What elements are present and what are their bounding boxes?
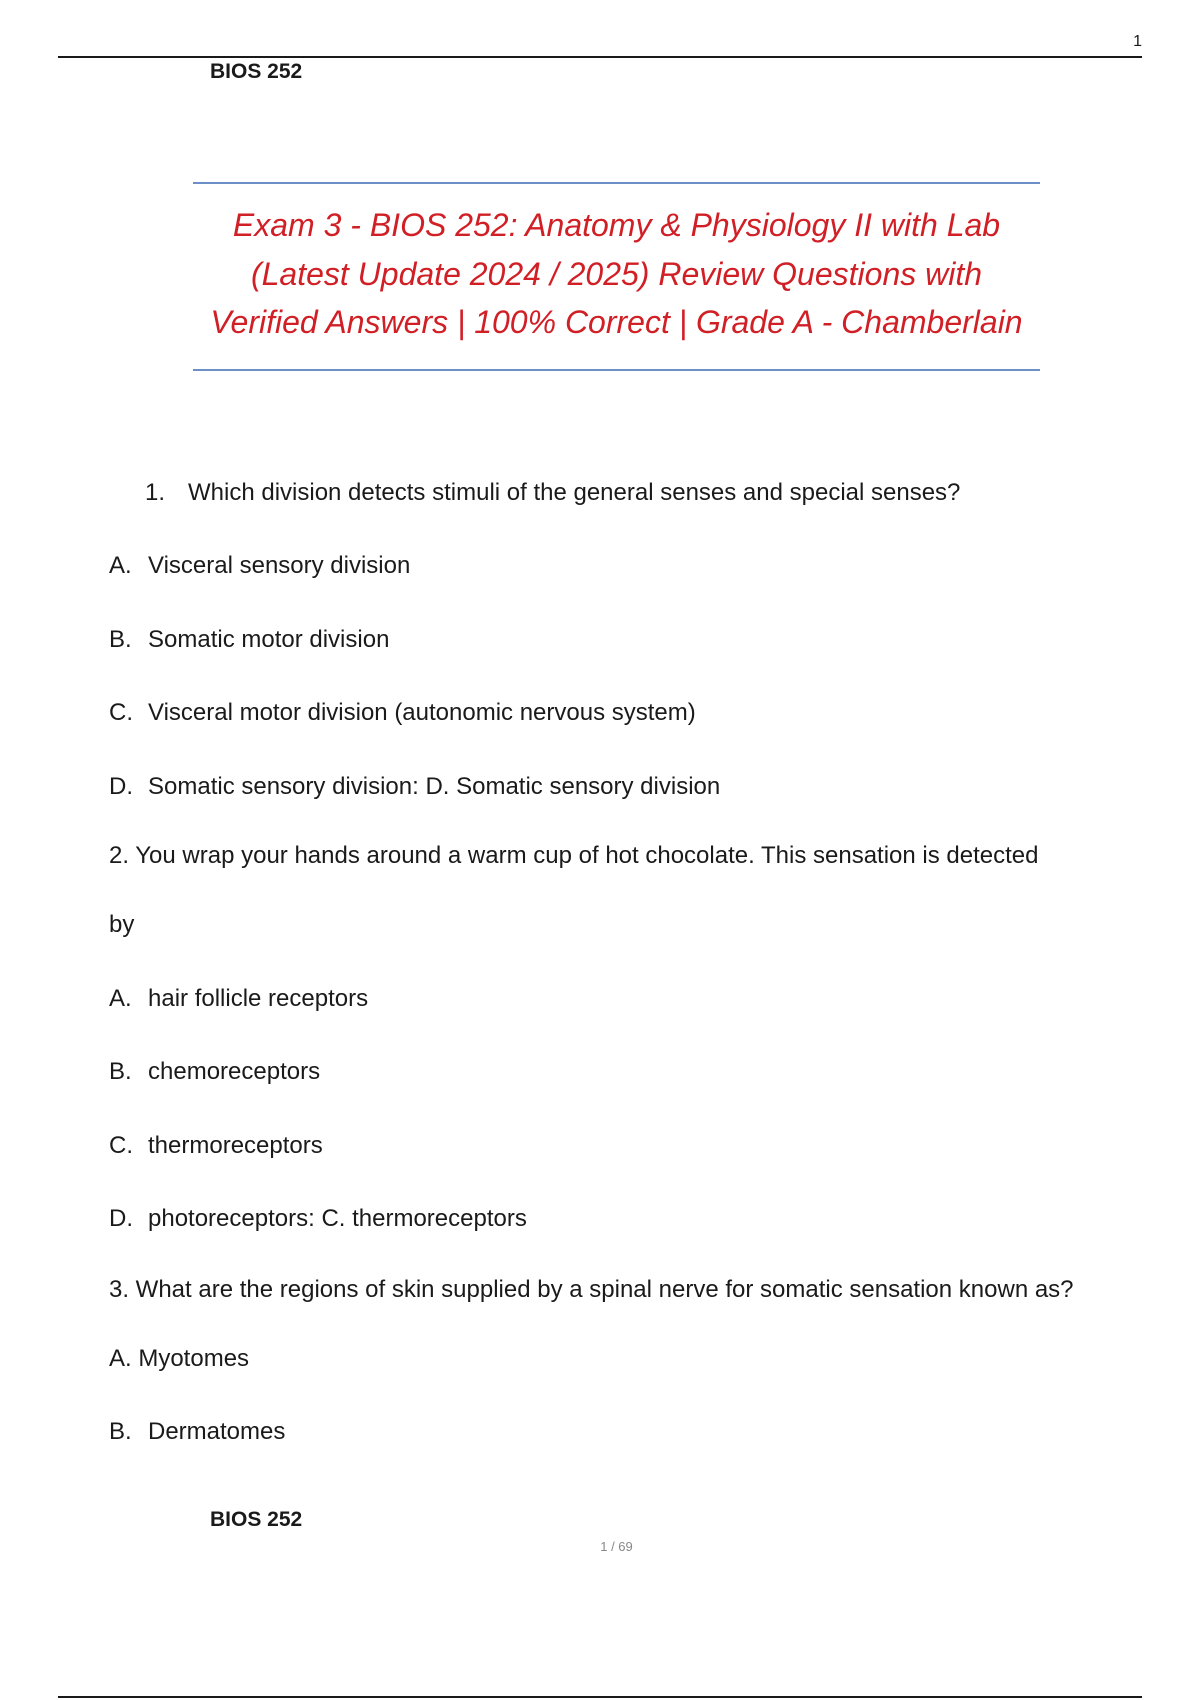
q2-option-b-letter: B. [109,1058,132,1085]
header-rule [58,56,1142,58]
q1-option-c [109,699,696,727]
page-number: 1 [1133,33,1142,50]
question-1-text: Which division detects stimuli of the general senses and special senses? [188,479,961,506]
q1-option-d [109,773,720,801]
question-2-line-2: by [109,911,135,938]
q1-option-d-text: Somatic sensory division: D. Somatic sensory division [148,773,721,800]
title-bottom-rule [193,369,1040,371]
q2-option-d-text: photoreceptors: C. thermoreceptors [148,1205,527,1232]
q1-option-a [109,552,410,580]
question-1 [145,479,960,507]
q3-option-b-text: Dermatomes [148,1418,286,1445]
q1-option-b-letter: B. [109,626,132,653]
running-header: BIOS 252 [210,60,303,83]
q1-option-b-text: Somatic motor division [148,626,390,653]
q2-option-c [109,1132,323,1160]
q2-option-b-text: chemoreceptors [148,1058,321,1085]
question-1-number: 1. [145,479,166,506]
q2-option-d [109,1205,527,1233]
question-2-line-1: 2. You wrap your hands around a warm cup of hot chocolate. This sensation is detected [109,842,1039,869]
question-3: 3. What are the regions of skin supplied by a spinal nerve for somatic sensation known as? [109,1276,1074,1303]
title-line-1: Exam 3 - BIOS 252: Anatomy & Physiology II with Lab [232,207,1001,243]
q3-option-b-letter: B. [109,1418,132,1445]
title-top-rule [193,182,1040,184]
q3-option-a: A. Myotomes [109,1345,250,1372]
q2-option-c-text: thermoreceptors [148,1132,323,1159]
document-title [150,201,1083,347]
page-counter: 1 / 69 [600,1539,633,1554]
q2-option-a-letter: A. [109,985,132,1012]
running-footer: BIOS 252 [210,1508,303,1531]
q2-option-d-letter: D. [109,1205,133,1232]
q2-option-a-text: hair follicle receptors [148,985,369,1012]
q2-option-a [109,985,368,1013]
q1-option-d-letter: D. [109,773,133,800]
q1-option-a-letter: A. [109,552,132,579]
q2-option-c-letter: C. [109,1132,133,1159]
q1-option-b [109,626,389,654]
q1-option-c-text: Visceral motor division (autonomic nervous system) [148,699,696,726]
title-line-3: Verified Answers | 100% Correct | Grade A - Chamberlain [210,304,1023,340]
title-line-2: (Latest Update 2024 / 2025) Review Questions with [250,255,983,292]
q2-option-b [109,1058,320,1086]
q1-option-c-letter: C. [109,699,133,726]
q3-option-b [109,1418,285,1446]
page-bottom-rule [58,1696,1142,1698]
q1-option-a-text: Visceral sensory division [148,552,411,579]
